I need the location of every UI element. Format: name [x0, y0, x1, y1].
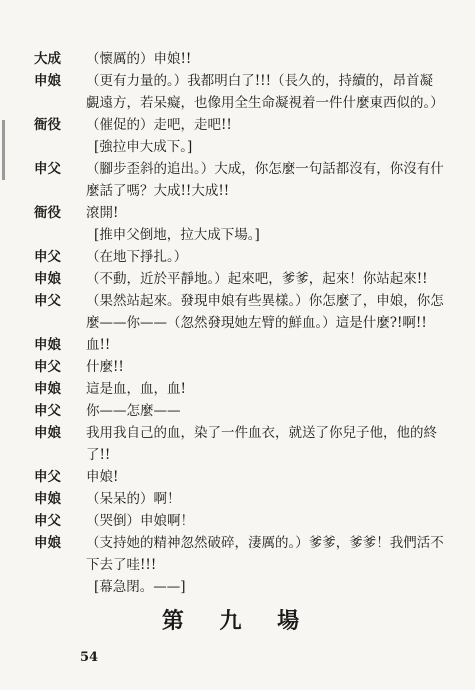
speaker-name: 申父	[34, 293, 61, 309]
speaker-name: 申娘	[34, 271, 61, 287]
dialogue-continuation	[0, 444, 475, 466]
dialogue-line	[0, 510, 475, 532]
dialogue-text: （更有力量的。）我都明白了!!!（長久的，持續的，昂首凝	[86, 73, 434, 89]
dialogue-continuation	[0, 554, 475, 576]
dialogue-text: 麼——你——（忽然發現她左臂的鮮血。）這是什麼?!啊!!	[86, 315, 427, 331]
speaker-name: 申父	[34, 469, 61, 485]
speaker-name: 申娘	[34, 337, 61, 353]
dialogue-line	[0, 202, 475, 224]
dialogue-line	[0, 356, 475, 378]
dialogue-continuation	[0, 312, 475, 334]
dialogue-line	[0, 48, 475, 70]
speaker-name: 申娘	[34, 381, 61, 397]
dialogue-text: 麼話了嗎？大成!!大成!!	[86, 183, 230, 199]
dialogue-line	[0, 290, 475, 312]
speaker-name: 大成	[34, 51, 61, 67]
speaker-name: 申父	[34, 161, 61, 177]
dialogue-text: （懷厲的）申娘!!	[86, 51, 192, 67]
stage-direction-text: [幕急閉。——]	[94, 579, 186, 595]
speaker-name: 申娘	[34, 535, 61, 551]
dialogue-text: 了!!	[86, 447, 111, 463]
dialogue-line	[0, 334, 475, 356]
stage-direction-text: [強拉申大成下。]	[94, 139, 193, 155]
dialogue-text: 你——怎麼——	[86, 403, 181, 419]
dialogue-continuation	[0, 92, 475, 114]
dialogue-text: （不動，近於平靜地。）起來吧，爹爹，起來！你站起來!!	[86, 271, 428, 287]
dialogue-line	[0, 158, 475, 180]
speaker-name: 申娘	[34, 491, 61, 507]
scene-title: 第 九 場	[161, 608, 314, 634]
dialogue-text: 我用我自己的血，染了一件血衣，就送了你兒子他，他的終	[86, 425, 437, 441]
dialogue-text: 滾開!	[86, 205, 119, 221]
dialogue-text: 下去了哇!!!	[86, 557, 157, 573]
dialogue-text: 覷遠方，若呆癡，也像用全生命凝視着一件什麼東西似的。）	[86, 95, 444, 111]
dialogue-text: 這是血，血，血!	[86, 381, 186, 397]
speaker-name: 申父	[34, 513, 61, 529]
dialogue-line	[0, 378, 475, 400]
dialogue-text: （果然站起來。發現申娘有些異樣。）你怎麼了，申娘，你怎	[86, 293, 444, 309]
dialogue-line	[0, 400, 475, 422]
dialogue-text: （支持她的精神忽然破碎，淒厲的。）爹爹，爹爹！我們活不	[86, 535, 444, 551]
dialogue-continuation	[0, 180, 475, 202]
speaker-name: 申父	[34, 249, 61, 265]
dialogue-line	[0, 246, 475, 268]
stage-direction	[0, 136, 475, 158]
dialogue-text: 什麼!!	[86, 359, 124, 375]
dialogue-line	[0, 114, 475, 136]
dialogue-text: 血!!	[86, 337, 111, 353]
speaker-name: 申父	[34, 359, 61, 375]
stage-direction	[0, 224, 475, 246]
speaker-name: 衙役	[34, 117, 61, 133]
speaker-name: 申娘	[34, 425, 61, 441]
speaker-name: 申娘	[34, 73, 61, 89]
speaker-name: 衙役	[34, 205, 61, 221]
dialogue-line	[0, 466, 475, 488]
dialogue-line	[0, 532, 475, 554]
stage-direction-text: [推申父倒地，拉大成下場。]	[94, 227, 260, 243]
dialogue-line	[0, 268, 475, 290]
dialogue-text: 申娘!	[86, 469, 119, 485]
dialogue-text: （呆呆的）啊！	[86, 491, 181, 507]
dialogue-text: （在地下掙扎。）	[86, 249, 188, 265]
speaker-name: 申父	[34, 403, 61, 419]
dialogue-text: （腳步歪斜的追出。）大成，你怎麼一句話都沒有，你沒有什	[86, 161, 444, 177]
dialogue-text: （哭倒）申娘啊！	[86, 513, 194, 529]
page-number: 54	[80, 650, 99, 665]
dialogue-text: （催促的）走吧，走吧!!	[86, 117, 232, 133]
dialogue-line	[0, 422, 475, 444]
dialogue-line	[0, 70, 475, 92]
dialogue-line	[0, 488, 475, 510]
stage-direction	[0, 576, 475, 598]
